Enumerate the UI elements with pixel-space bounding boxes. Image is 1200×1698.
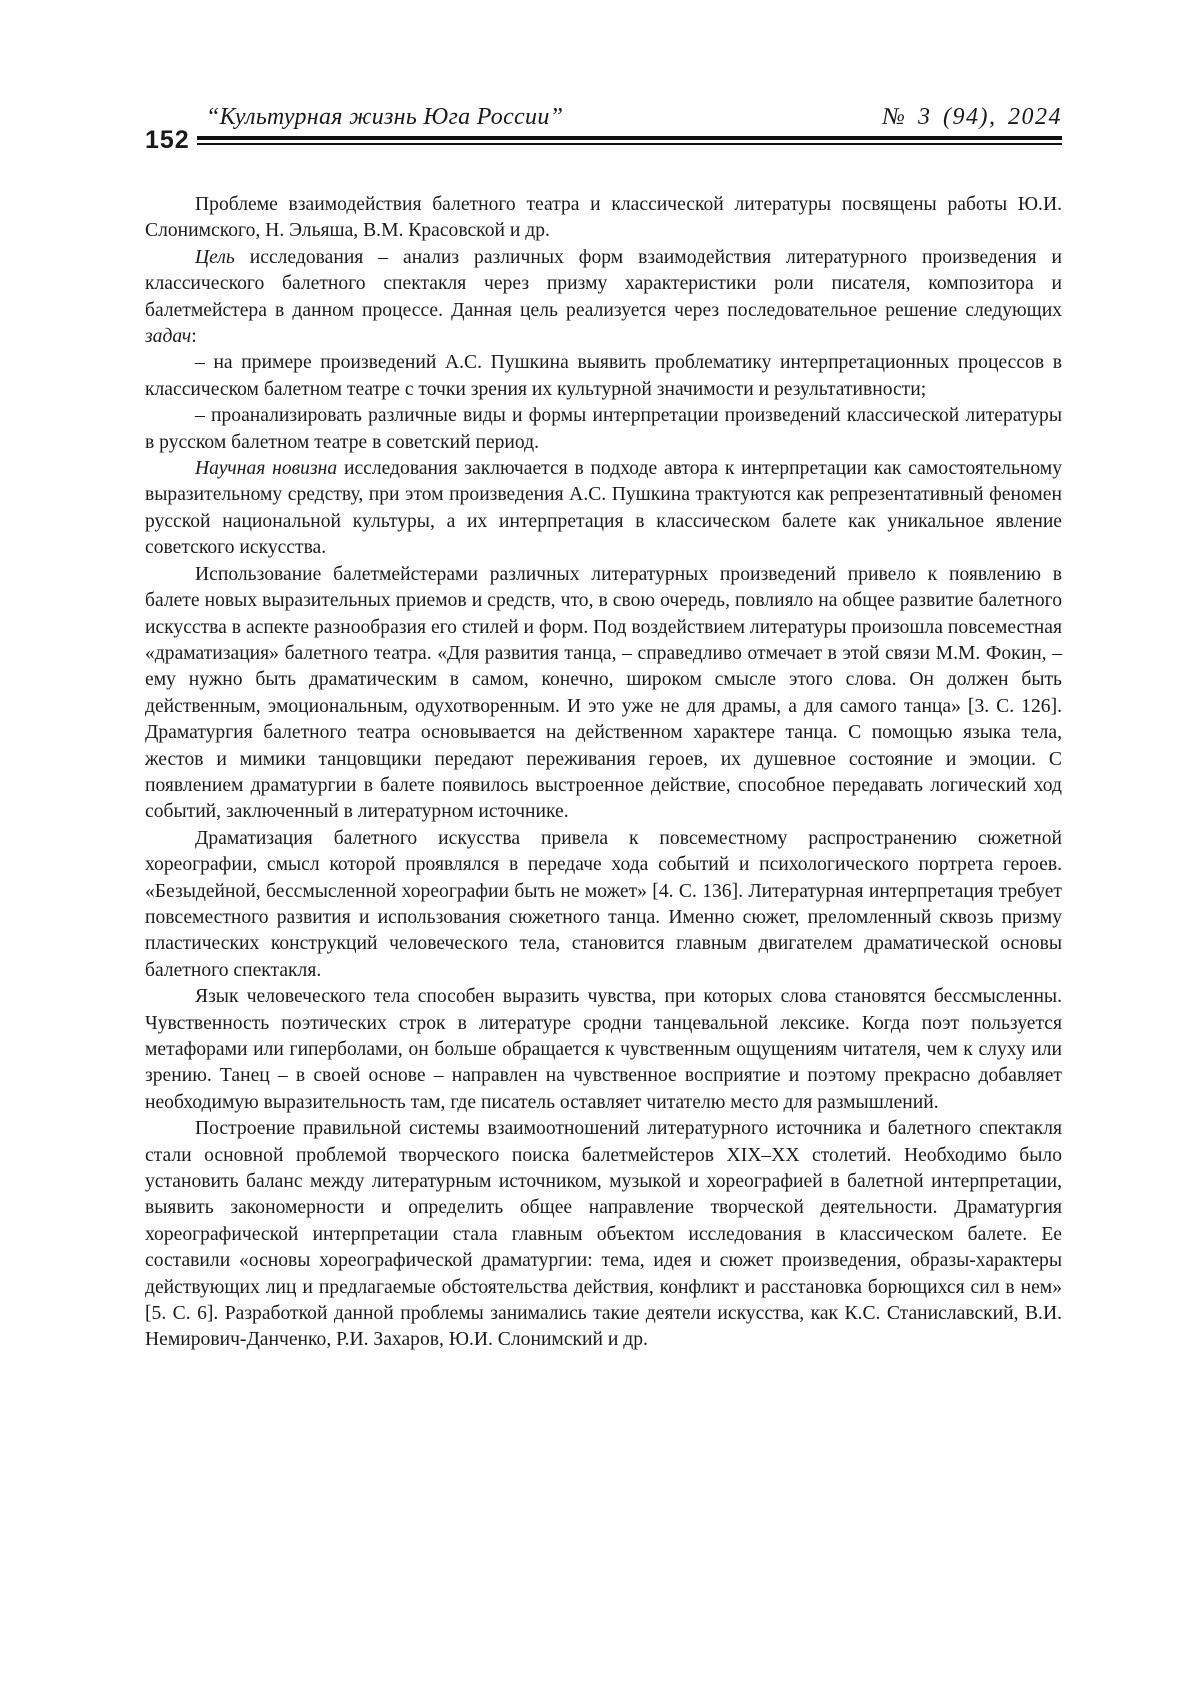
paragraph-5-emphasis: Научная новизна — [195, 458, 337, 479]
paragraph-7 — [145, 826, 1062, 984]
paragraph-2-emphasis: Цель — [195, 247, 235, 268]
paragraph-7-text: Драматизация балетного искусства привела к повсеместному распространению сюжетной хореографии, смысл которой проявлялся в передаче хода событий и психологического портрета героев. «Безыдейной, бессмысленной хореографии быть не может» [4. С. 136]. Литературная интерпретация требует повсеместного развития и использования сюжетного танца. Именно сюжет, преломленный сквозь призму пластических конструкций человеческого тела, становится главным двигателем драматической основы балетного спектакля. — [145, 828, 1062, 981]
paragraph-6 — [145, 562, 1062, 826]
issue-info: № 3 (94), 2024 — [882, 104, 1062, 131]
paragraph-5-text: исследования заключается в подходе автора к интерпретации как самостоятельному выразительному средству, при этом произведения А.С. Пушкина трактуются как репрезентативный феномен русской национальной культуры, а их интерпретация в классическом балете как уникальное явление советского искусства. — [145, 458, 1062, 558]
page-number: 152 — [145, 126, 190, 155]
paragraph-1 — [145, 192, 1062, 245]
paragraph-5 — [145, 456, 1062, 562]
paragraph-4 — [145, 403, 1062, 456]
header-rule-thin — [197, 143, 1062, 145]
running-header — [145, 104, 1062, 164]
paragraph-1-text: Проблеме взаимодействия балетного театра и классической литературы посвящены работы Ю.И. Слонимского, Н. Эльяша, В.М. Красовской и др. — [145, 194, 1062, 241]
paragraph-4-text: – проанализировать различные виды и формы интерпретации произведений классической литературы в русском балетном театре в советский период. — [145, 405, 1062, 452]
journal-title: “Культурная жизнь Юга России” — [206, 104, 563, 131]
paragraph-2-emphasis-2: задач — [145, 326, 191, 347]
paragraph-9-text: Построение правильной системы взаимоотношений литературного источника и балетного спектакля стали основной проблемой творческого поиска балетмейстеров XIX–XX столетий. Необходимо было установить баланс между литературным источником, музыкой и хореографией в балетной интерпретации, выявить закономерности и определить общее направление творческой деятельности. Драматургия хореографической интерпретации стала главным объектом исследования в классическом балете. Ее составили «основы хореографической драматургии: тема, идея и сюжет произведения, образы-характеры действующих лиц и предлагаемые обстоятельства действия, конфликт и расстановка борющихся сил в нем» [5. С. 6]. Разработкой данной проблемы занимались такие деятели искусства, как К.С. Станиславский, В.И. Немирович-Данченко, Р.И. Захаров, Ю.И. Слонимский и др. — [145, 1118, 1062, 1350]
header-rule-thick — [197, 136, 1062, 140]
paragraph-3-text: – на примере произведений А.С. Пушкина выявить проблематику интерпретационных процессов в классическом балетном театре с точки зрения их культурной значимости и результативности; — [145, 352, 1062, 399]
paragraph-9 — [145, 1116, 1062, 1354]
paragraph-2-text: исследования – анализ различных форм взаимодействия литературного произведения и классического балетного спектакля через призму характеристики роли писателя, композитора и балетмейстера в данном процессе. Данная цель реализуется через последовательное решение следующих — [145, 247, 1062, 321]
paragraph-2-end: : — [191, 326, 196, 347]
article-body — [145, 192, 1062, 1354]
paragraph-6-text: Использование балетмейстерами различных литературных произведений привело к появлению в балете новых выразительных приемов и средств, что, в свою очередь, повлияло на общее развитие балетного искусства в аспекте разнообразия его стилей и форм. Под воздействием литературы произошла повсеместная «драматизация» балетного театра. «Для развития танца, – справедливо отмечает в этой связи М.М. Фокин, – ему нужно быть драматическим в самом, конечно, широком смысле этого слова. Он должен быть действенным, эмоциональным, одухотворенным. И это уже не для драмы, а для самого танца» [3. С. 126]. Драматургия балетного театра основывается на действенном характере танца. С помощью языка тела, жестов и мимики танцовщики передают переживания героев, их душевное состояние и эмоции. С появлением драматургии в балете появилось выстроенное действие, способное передавать логический ход событий, заключенный в литературном источнике. — [145, 564, 1062, 823]
paragraph-3 — [145, 350, 1062, 403]
paragraph-8-text: Язык человеческого тела способен выразить чувства, при которых слова становятся бессмысленны. Чувственность поэтических строк в литературе сродни танцевальной лексике. Когда поэт пользуется метафорами или гиперболами, он больше обращается к чувственным ощущениям читателя, чем к слуху или зрению. Танец – в своей основе – направлен на чувственное восприятие и поэтому прекрасно добавляет необходимую выразительность там, где писатель оставляет читателю место для размышлений. — [145, 986, 1062, 1113]
paragraph-8 — [145, 984, 1062, 1116]
paragraph-2 — [145, 245, 1062, 351]
